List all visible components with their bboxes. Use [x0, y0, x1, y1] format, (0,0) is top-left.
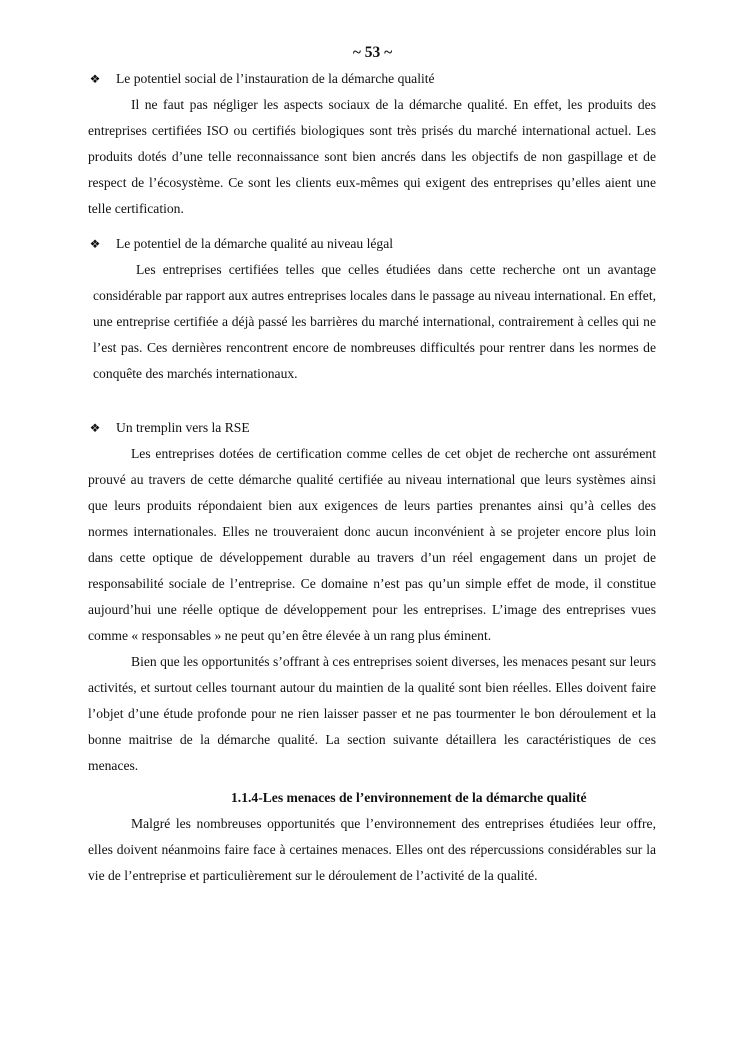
bullet-heading-text: Le potentiel social de l’instauration de la démarche qualité — [116, 71, 435, 86]
diamond-bullet-icon: ❖ — [89, 421, 101, 435]
bullet-heading-text: Le potentiel de la démarche qualité au niveau légal — [116, 236, 394, 251]
paragraph-rse-2: Bien que les opportunités s’offrant à ces entreprises soient diverses, les menaces pesant sur leurs activités, et surtout celles tournant autour du maintien de la qualité sont bien réelles. Elles doivent faire l’objet d’une étude profonde pour ne rien laisser passer et ne pas tourmenter le bon déroulement et la bonne maitrise de la démarche qualité. La section suivante détaillera les caractéristiques de ces menaces. — [88, 654, 656, 773]
paragraph-legal: Les entreprises certifiées telles que celles étudiées dans cette recherche ont un avantage considérable par rapport aux autres entreprises locales dans le passage au niveau international. En effet, une entreprise certifiée a déjà passé les barrières du marché international, contrairement à celles qui ne l’est pas. Ces dernières rencontrent encore de nombreuses difficultés pour rentrer dans les normes de conquête des marchés internationaux. — [93, 262, 656, 381]
paragraph-social: Il ne faut pas négliger les aspects sociaux de la démarche qualité. En effet, les produits des entreprises certifiées ISO ou certifiés biologiques sont très prisés du marché international actuel. Les produits dotés d’une telle reconnaissance sont bien ancrés dans les objectifs de non gaspillage et de respect de l’écosystème. Ce sont les clients eux-mêmes qui exigent des entreprises qu’elles aient une telle certification. — [88, 97, 656, 216]
bullet-heading-text: Un tremplin vers la RSE — [116, 420, 250, 435]
diamond-bullet-icon: ❖ — [89, 72, 101, 86]
bullet-heading-legal — [88, 231, 656, 257]
bullet-heading-social — [88, 66, 656, 92]
page-number: ~ 53 ~ — [352, 44, 393, 61]
paragraph-rse-1: Les entreprises dotées de certification comme celles de cet objet de recherche ont assurément prouvé au travers de cette démarche qualité certifiée au niveau international que leurs systèmes ainsi que leurs produits répondaient bien aux exigences de leurs parties prenantes ainsi qu’à celles des normes internationales. Elles ne trouveraient donc aucun inconvénient à se projeter encore plus loin dans cette optique de développement durable au travers d’un réel engagement dans un projet de responsabilité sociale de l’entreprise. Ce domaine n’est pas qu’un simple effet de mode, il constitue aujourd’hui une réelle optique de développement pour les entreprises. L’image des entreprises vues comme « responsables » ne peut qu’en être élevée à un rang plus éminent. — [88, 446, 656, 643]
section-heading-threats: 1.1.4-Les menaces de l’environnement de la démarche qualité — [231, 790, 587, 805]
diamond-bullet-icon: ❖ — [89, 237, 101, 251]
bullet-heading-rse — [88, 415, 656, 441]
paragraph-threats: Malgré les nombreuses opportunités que l’environnement des entreprises étudiées leur offre, elles doivent néanmoins faire face à certaines menaces. Elles ont des répercussions considérables sur la vie de l’entreprise et particulièrement sur le déroulement de l’activité de la qualité. — [88, 816, 656, 883]
page-content — [88, 66, 656, 889]
